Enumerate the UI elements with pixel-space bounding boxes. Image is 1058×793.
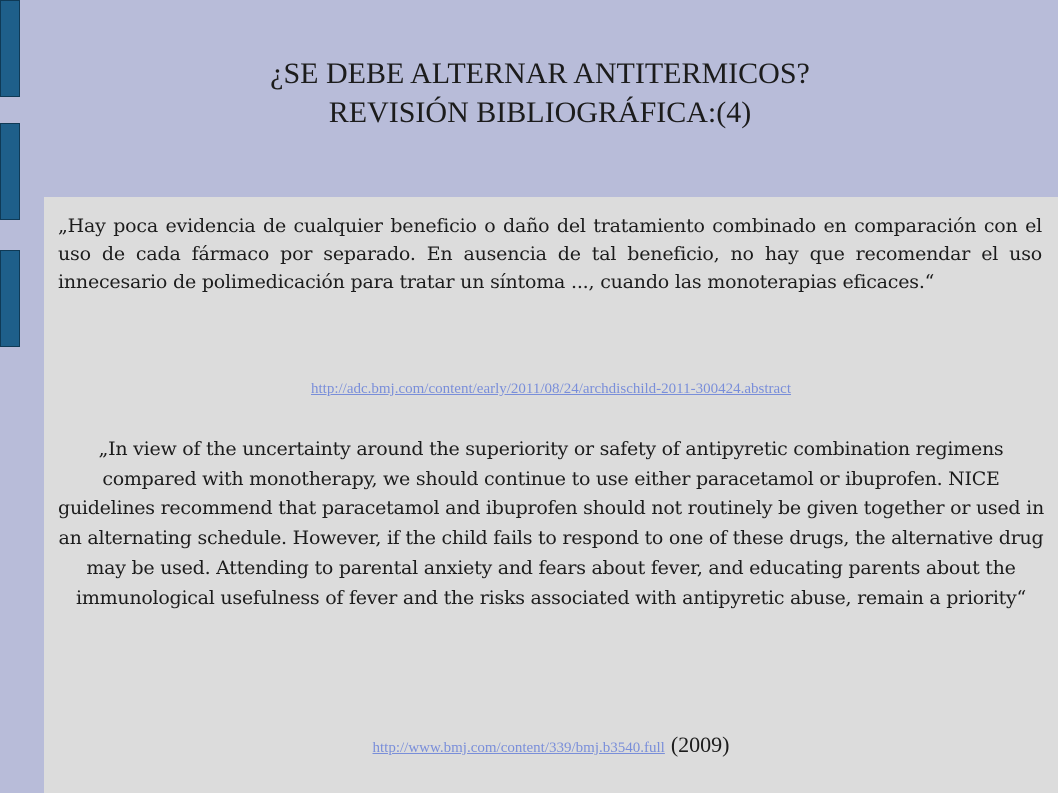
quote-spanish: „Hay poca evidencia de cualquier beneficio o daño del tratamiento combinado en comparación con el uso de cada fármaco por separado. En ausencia de tal beneficio, no hay que recomendar el uso innecesario de polimedicación para tratar un síntoma ..., cuando las monoterapias eficaces.“ (58, 215, 1042, 293)
quote-english: „In view of the uncertainty around the superiority or safety of antipyretic combination regimens compared with monotherapy, we should continue to use either paracetamol or ibuprofen. NICE guidelines recommend that paracetamol and ibuprofen should not routinely be given together or used in an alternating schedule. However, if the child fails to respond to one of these drugs, the alternative drug may be used. Attending to parental anxiety and fears about fever, and educating parents about the immunological usefulness of fever and the risks associated with antipyretic abuse, remain a priority“ (58, 438, 1044, 609)
reference-link-2-row (44, 732, 1058, 758)
title-line-2: REVISIÓN BIBLIOGRÁFICA:(4) (328, 96, 752, 129)
content-panel (44, 197, 1058, 793)
accent-bar-bottom (0, 250, 20, 347)
reference-link-2[interactable]: http://www.bmj.com/content/339/bmj.b3540.full (372, 740, 665, 756)
reference-link-1[interactable]: http://adc.bmj.com/content/early/2011/08/24/archdischild-2011-300424.abstract (310, 381, 792, 397)
accent-bar-middle (0, 123, 20, 220)
accent-bar-top (0, 0, 20, 97)
reference-link-1-row (44, 379, 1058, 399)
slide-title (60, 54, 1020, 132)
reference-year: (2009) (670, 732, 730, 757)
title-line-1: ¿SE DEBE ALTERNAR ANTITERMICOS? (270, 57, 810, 90)
